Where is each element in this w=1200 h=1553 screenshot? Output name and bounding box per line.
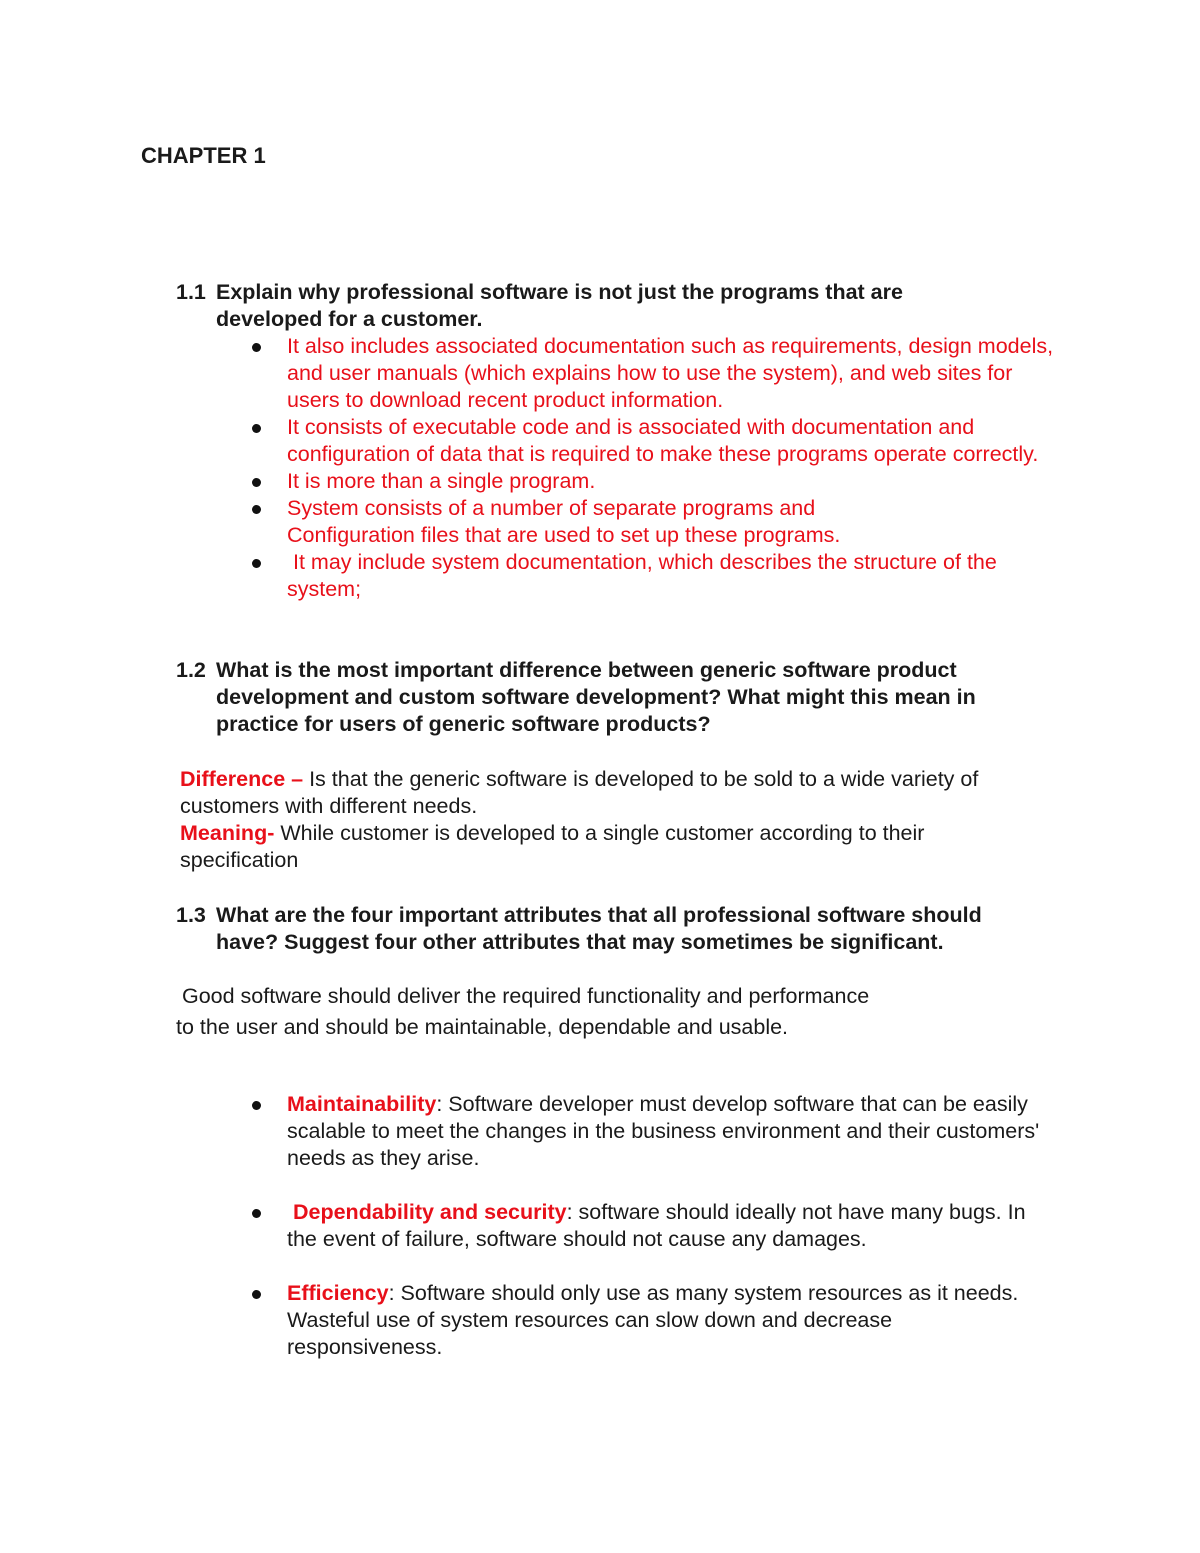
difference-label: Difference –	[180, 767, 304, 791]
difference-text: Is that the generic software is developed to be sold to a wide variety of customers with different needs.	[180, 767, 979, 818]
list-item	[287, 1280, 1037, 1361]
list-item-text: It is more than a single program.	[287, 469, 596, 493]
bullet-icon	[252, 559, 261, 568]
list-item-text: It may include system documentation, which describes the structure of the system;	[287, 550, 1003, 601]
question-number: 1.1	[176, 280, 206, 304]
question-1-3	[176, 902, 1096, 956]
list-item	[287, 1199, 1027, 1253]
bullet-icon	[252, 424, 261, 433]
question-text-line: What is the most important difference between generic software product	[216, 658, 957, 682]
difference-paragraph	[180, 766, 1060, 820]
list-item	[287, 468, 1067, 495]
attribute-label: Maintainability	[287, 1092, 437, 1116]
question-number: 1.2	[176, 658, 206, 682]
meaning-paragraph	[180, 820, 1010, 874]
question-text-line: have? Suggest four other attributes that may sometimes be significant.	[216, 930, 944, 954]
meaning-text: While customer is developed to a single customer according to their specification	[180, 821, 925, 872]
question-text-line: practice for users of generic software products?	[216, 712, 711, 736]
bullet-icon	[252, 505, 261, 514]
attribute-label: Efficiency	[287, 1281, 389, 1305]
list-item	[287, 333, 1067, 414]
bullet-icon	[252, 1101, 261, 1110]
list-item-text: System consists of a number of separate programs and Configuration files that are used to set up these programs.	[287, 496, 841, 547]
question-text-line: development and custom software development? What might this mean in	[216, 685, 976, 709]
list-item-text: It also includes associated documentation such as requirements, design models, and user manuals (which explains how to use the system), and web sites for users to download recent product information.	[287, 334, 1054, 412]
bullet-icon	[252, 478, 261, 487]
attribute-text: : Software should only use as many system resources as it needs. Wasteful use of system resources can slow down and decrease responsiveness.	[287, 1281, 1019, 1359]
list-item-text: It consists of executable code and is associated with documentation and configuration of data that is required to make these programs operate correctly.	[287, 415, 1039, 466]
answer-1-2	[180, 766, 1060, 874]
question-number: 1.3	[176, 903, 206, 927]
list-item	[287, 1091, 1077, 1172]
question-text-line: developed for a customer.	[216, 307, 483, 331]
list-item	[287, 414, 1067, 468]
question-1-2	[176, 657, 1076, 738]
answer-1-1-list	[287, 333, 1067, 603]
intro-line: to the user and should be maintainable, dependable and usable.	[176, 1015, 789, 1039]
attributes-list	[287, 1091, 1077, 1388]
bullet-icon	[252, 1209, 261, 1218]
chapter-title: CHAPTER 1	[141, 143, 266, 168]
intro-line: Good software should deliver the required functionality and performance	[176, 984, 870, 1008]
question-text-line: What are the four important attributes that all professional software should	[216, 903, 982, 927]
attribute-text: : Software developer must develop software that can be easily scalable to meet the changes in the business environment and their customers' needs as they arise.	[287, 1092, 1040, 1170]
list-item	[287, 549, 1067, 603]
question-text-line: Explain why professional software is not just the programs that are	[216, 280, 903, 304]
question-1-1	[176, 279, 1076, 333]
list-item	[287, 495, 907, 549]
bullet-icon	[252, 1290, 261, 1299]
attribute-text: : software should ideally not have many bugs. In the event of failure, software should not cause any damages.	[287, 1200, 1026, 1251]
bullet-icon	[252, 343, 261, 352]
meaning-label: Meaning-	[180, 821, 275, 845]
attribute-label: Dependability and security	[287, 1200, 567, 1224]
